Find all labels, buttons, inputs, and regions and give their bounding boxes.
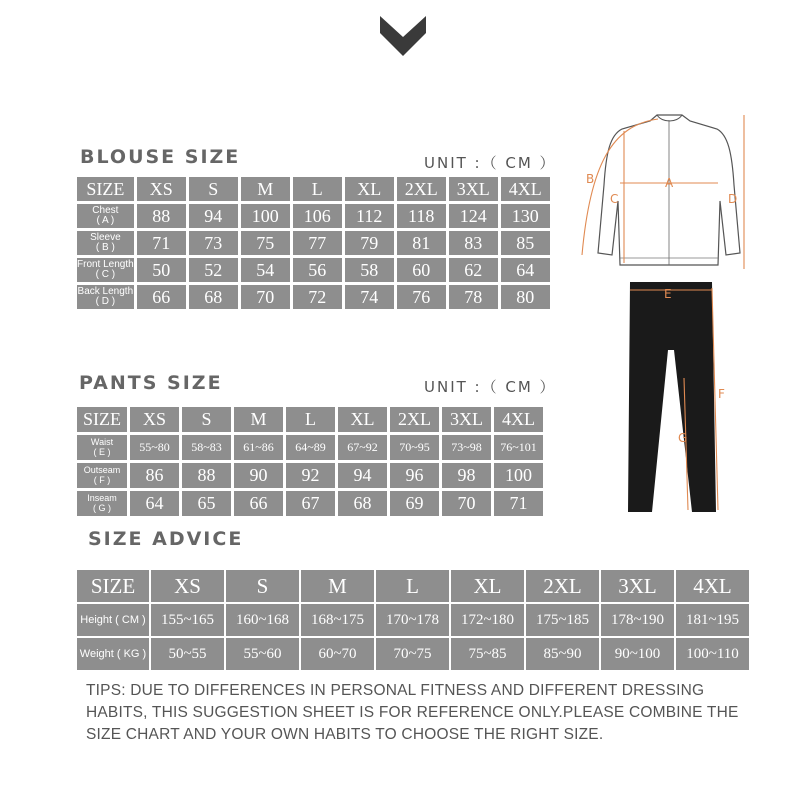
value-cell: 55~80 bbox=[130, 435, 179, 460]
weight-row bbox=[77, 638, 749, 670]
value-cell: 77 bbox=[293, 231, 342, 255]
size-header-cell: SIZE bbox=[77, 570, 149, 602]
value-cell: 75 bbox=[241, 231, 290, 255]
value-cell: 61~86 bbox=[234, 435, 283, 460]
value-cell: 64 bbox=[501, 258, 550, 282]
pants-unit: UNIT :（ CM ） bbox=[424, 378, 557, 396]
value-cell: 58~83 bbox=[182, 435, 231, 460]
row-label-code: ( B ) bbox=[95, 242, 115, 253]
value-cell: 100~110 bbox=[676, 638, 749, 670]
value-cell: 94 bbox=[338, 463, 387, 488]
inseam-label-g: G bbox=[678, 431, 688, 445]
size-advice-table bbox=[75, 568, 751, 672]
size-header-row bbox=[77, 177, 550, 201]
size-tips-text: TIPS: DUE TO DIFFERENCES IN PERSONAL FITNESS AND DIFFERENT DRESSING HABITS, THIS SUGGESTION SHEET IS FOR REFERENCE ONLY.PLEASE COMBINE THE SIZE CHART AND YOUR OWN HABITS TO CHOOSE THE RIGHT SIZE. bbox=[86, 682, 739, 743]
value-cell: 88 bbox=[182, 463, 231, 488]
value-cell: 81 bbox=[397, 231, 446, 255]
value-cell: 70~95 bbox=[390, 435, 439, 460]
front-length-label-c: C bbox=[610, 192, 619, 206]
value-cell: 92 bbox=[286, 463, 335, 488]
size-header-cell: SIZE bbox=[77, 177, 134, 201]
row-label-name: Outseam bbox=[83, 465, 121, 476]
size-header-row bbox=[77, 570, 749, 602]
value-cell: 72 bbox=[293, 285, 342, 309]
height-row bbox=[77, 604, 749, 636]
size-col-s: S bbox=[226, 570, 299, 602]
pants-size-table bbox=[74, 404, 546, 519]
row-label-code: ( E ) bbox=[93, 446, 111, 457]
size-col-xl: XL bbox=[338, 407, 387, 432]
value-cell: 175~185 bbox=[526, 604, 599, 636]
value-cell: 181~195 bbox=[676, 604, 749, 636]
size-col-l: L bbox=[376, 570, 449, 602]
pants-size-title: PANTS SIZE bbox=[79, 372, 223, 394]
down-arrow-icon bbox=[378, 14, 428, 63]
pants-shape bbox=[628, 282, 716, 512]
size-col-m: M bbox=[301, 570, 374, 602]
value-cell: 79 bbox=[345, 231, 394, 255]
waist-label-e: E bbox=[664, 287, 672, 301]
blouse-size-table bbox=[74, 174, 553, 312]
blouse-unit: UNIT :（ CM ） bbox=[424, 154, 557, 172]
value-cell: 124 bbox=[449, 204, 498, 228]
value-cell: 60~70 bbox=[301, 638, 374, 670]
value-cell: 65 bbox=[182, 491, 231, 516]
size-col-4xl: 4XL bbox=[676, 570, 749, 602]
value-cell: 100 bbox=[241, 204, 290, 228]
outseam-row bbox=[77, 463, 543, 488]
value-cell: 66 bbox=[137, 285, 186, 309]
row-label-cell bbox=[77, 285, 134, 309]
value-cell: 64 bbox=[130, 491, 179, 516]
chest-row bbox=[77, 204, 550, 228]
value-cell: 130 bbox=[501, 204, 550, 228]
back-length-label-d: D bbox=[728, 192, 738, 206]
size-advice-title: SIZE ADVICE bbox=[88, 528, 244, 550]
value-cell: 70 bbox=[442, 491, 491, 516]
value-cell: 112 bbox=[345, 204, 394, 228]
size-col-xs: XS bbox=[151, 570, 224, 602]
value-cell: 83 bbox=[449, 231, 498, 255]
size-col-xl: XL bbox=[345, 177, 394, 201]
value-cell: 70 bbox=[241, 285, 290, 309]
value-cell: 68 bbox=[338, 491, 387, 516]
value-cell: 62 bbox=[449, 258, 498, 282]
size-col-m: M bbox=[234, 407, 283, 432]
sleeve-label-b: B bbox=[586, 172, 595, 186]
value-cell: 90~100 bbox=[601, 638, 674, 670]
row-label-name: Back Length bbox=[77, 285, 134, 297]
outseam-label-f: F bbox=[718, 387, 725, 401]
value-cell: 76~101 bbox=[494, 435, 543, 460]
value-cell: 76 bbox=[397, 285, 446, 309]
value-cell: 68 bbox=[189, 285, 238, 309]
row-label-name: Waist bbox=[90, 437, 114, 448]
chest-label-a: A bbox=[665, 176, 674, 190]
back-length-row bbox=[77, 285, 550, 309]
value-cell: 78 bbox=[449, 285, 498, 309]
value-cell: 73 bbox=[189, 231, 238, 255]
value-cell: 64~89 bbox=[286, 435, 335, 460]
waist-row bbox=[77, 435, 543, 460]
value-cell: 96 bbox=[390, 463, 439, 488]
row-label-name: Front Length bbox=[77, 258, 134, 270]
row-label-cell bbox=[77, 258, 134, 282]
sleeve-row bbox=[77, 231, 550, 255]
size-col-xs: XS bbox=[130, 407, 179, 432]
value-cell: 60 bbox=[397, 258, 446, 282]
jersey-diagram bbox=[572, 105, 762, 288]
value-cell: 85 bbox=[501, 231, 550, 255]
size-col-xs: XS bbox=[137, 177, 186, 201]
front-length-row bbox=[77, 258, 550, 282]
value-cell: 100 bbox=[494, 463, 543, 488]
value-cell: 155~165 bbox=[151, 604, 224, 636]
value-cell: 160~168 bbox=[226, 604, 299, 636]
size-col-2xl: 2XL bbox=[526, 570, 599, 602]
size-col-s: S bbox=[189, 177, 238, 201]
value-cell: 54 bbox=[241, 258, 290, 282]
size-col-3xl: 3XL bbox=[442, 407, 491, 432]
value-cell: 168~175 bbox=[301, 604, 374, 636]
value-cell: 106 bbox=[293, 204, 342, 228]
row-label-code: ( F ) bbox=[93, 474, 111, 485]
value-cell: 75~85 bbox=[451, 638, 524, 670]
value-cell: 70~75 bbox=[376, 638, 449, 670]
value-cell: 98 bbox=[442, 463, 491, 488]
value-cell: 56 bbox=[293, 258, 342, 282]
row-label-name: Sleeve bbox=[90, 231, 121, 243]
value-cell: 67 bbox=[286, 491, 335, 516]
size-col-4xl: 4XL bbox=[494, 407, 543, 432]
value-cell: 50 bbox=[137, 258, 186, 282]
size-col-l: L bbox=[286, 407, 335, 432]
row-label-cell: Height ( CM ) bbox=[77, 604, 149, 636]
value-cell: 55~60 bbox=[226, 638, 299, 670]
row-label-code: ( A ) bbox=[96, 215, 115, 226]
blouse-size-title: BLOUSE SIZE bbox=[80, 146, 241, 168]
size-header-row bbox=[77, 407, 543, 432]
size-col-3xl: 3XL bbox=[449, 177, 498, 201]
size-header-cell: SIZE bbox=[77, 407, 127, 432]
value-cell: 80 bbox=[501, 285, 550, 309]
row-label-cell bbox=[77, 435, 127, 460]
value-cell: 66 bbox=[234, 491, 283, 516]
value-cell: 86 bbox=[130, 463, 179, 488]
value-cell: 74 bbox=[345, 285, 394, 309]
size-col-3xl: 3XL bbox=[601, 570, 674, 602]
row-label-name: Chest bbox=[92, 204, 119, 216]
size-col-m: M bbox=[241, 177, 290, 201]
value-cell: 178~190 bbox=[601, 604, 674, 636]
row-label-cell bbox=[77, 204, 134, 228]
value-cell: 71 bbox=[494, 491, 543, 516]
size-col-2xl: 2XL bbox=[397, 177, 446, 201]
value-cell: 50~55 bbox=[151, 638, 224, 670]
inseam-row bbox=[77, 491, 543, 516]
value-cell: 67~92 bbox=[338, 435, 387, 460]
value-cell: 52 bbox=[189, 258, 238, 282]
value-cell: 88 bbox=[137, 204, 186, 228]
size-col-xl: XL bbox=[451, 570, 524, 602]
size-col-s: S bbox=[182, 407, 231, 432]
value-cell: 69 bbox=[390, 491, 439, 516]
row-label-code: ( C ) bbox=[95, 269, 116, 280]
row-label-name: Inseam bbox=[87, 493, 117, 504]
value-cell: 73~98 bbox=[442, 435, 491, 460]
size-col-2xl: 2XL bbox=[390, 407, 439, 432]
size-col-4xl: 4XL bbox=[501, 177, 550, 201]
row-label-code: ( G ) bbox=[93, 502, 111, 513]
row-label-cell bbox=[77, 463, 127, 488]
row-label-cell bbox=[77, 231, 134, 255]
row-label-cell: Weight ( KG ) bbox=[77, 638, 149, 670]
value-cell: 90 bbox=[234, 463, 283, 488]
value-cell: 118 bbox=[397, 204, 446, 228]
size-col-l: L bbox=[293, 177, 342, 201]
value-cell: 94 bbox=[189, 204, 238, 228]
row-label-cell bbox=[77, 491, 127, 516]
value-cell: 85~90 bbox=[526, 638, 599, 670]
value-cell: 170~178 bbox=[376, 604, 449, 636]
value-cell: 71 bbox=[137, 231, 186, 255]
value-cell: 172~180 bbox=[451, 604, 524, 636]
pants-diagram bbox=[608, 270, 738, 527]
value-cell: 58 bbox=[345, 258, 394, 282]
row-label-code: ( D ) bbox=[95, 296, 116, 307]
